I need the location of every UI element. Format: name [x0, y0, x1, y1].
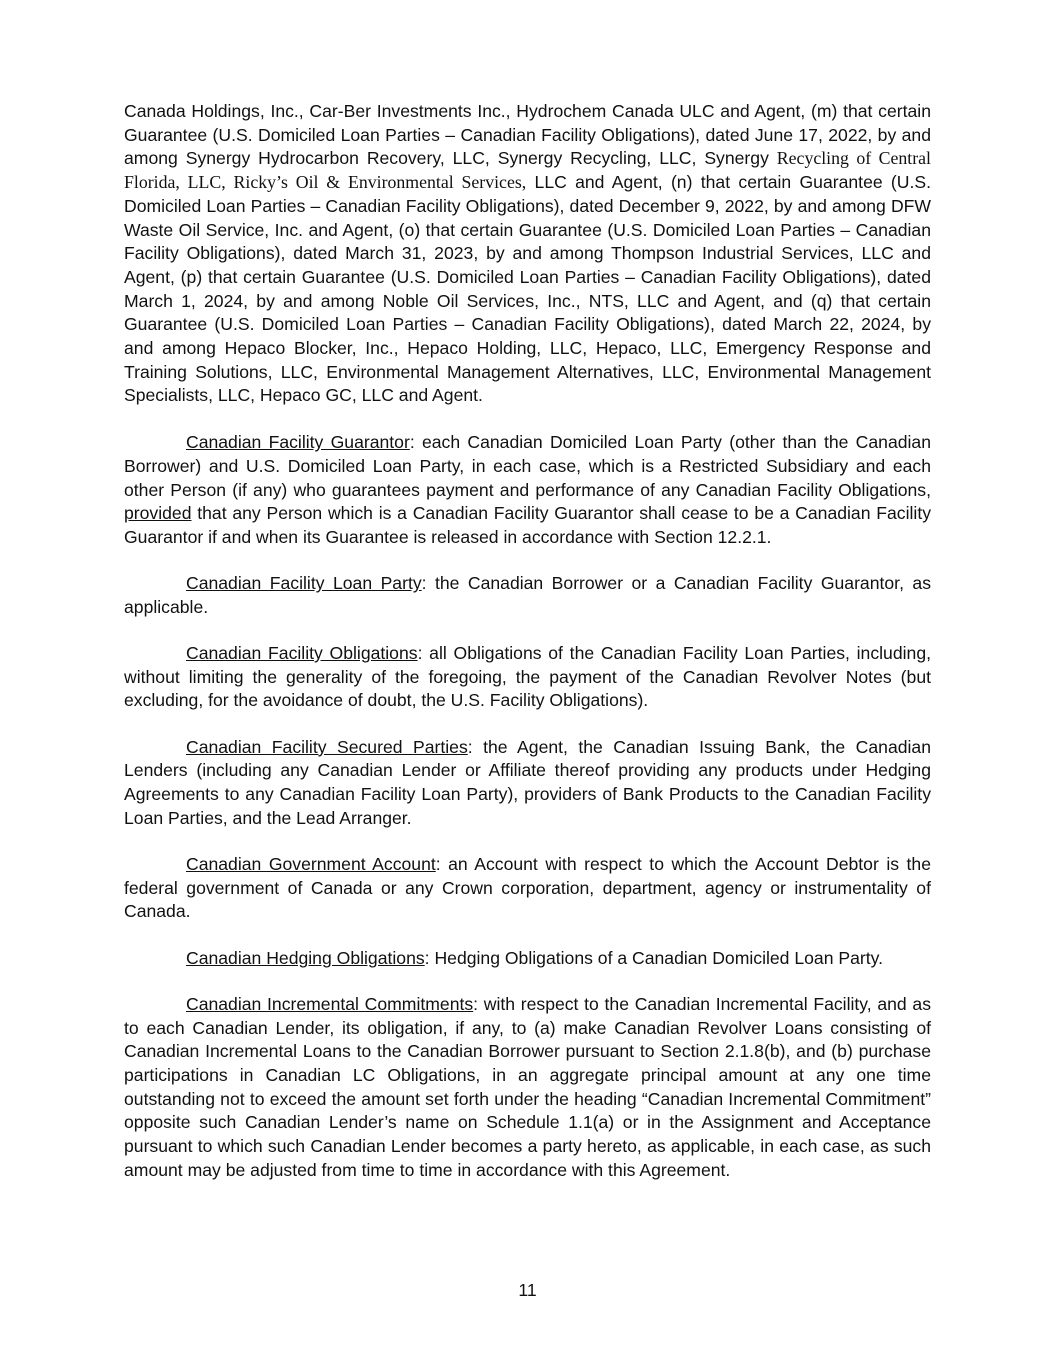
opening-paragraph — [124, 100, 931, 408]
definition-text: : with respect to the Canadian Incremental Facility, and as to each Canadian Lender, its obligation, if any, to (a) make Canadian Revolver Loans consisting of Canadian Incremental Loans to the Canadian Borrower pursuant to Section 2.1.8(b), and (b) purchase participations in Canadian LC Obligations, in an aggregate principal amount at any one time outstanding not to exceed the amount set forth under the heading “Canadian Incremental Commitment” opposite such Canadian Lender’s name on Schedule 1.1(a) or in the Assignment and Acceptance pursuant to which such Canadian Lender becomes a party hereto, as applicable, in each case, as such amount may be adjusted from time to time in accordance with this Agreement. — [124, 993, 932, 1180]
defined-term: Canadian Facility Obligations — [186, 643, 418, 664]
definition-text: : the Agent, the Canadian Issuing Bank, the Canadian Lenders (including any Canadian Lender or Affiliate thereof providing any products under Hedging Agreements to any Canadian Facility Loan Party), providers of Bank Products to the Canadian Facility Loan Parties, and the Lead Arranger. — [124, 736, 931, 828]
definition-canadian-facility-guarantor — [124, 431, 931, 550]
opening-text-part2: Recycling of Central Florida, LLC, Ricky’s Oil & Environmental Services, — [124, 148, 931, 193]
defined-term: Canadian Hedging Obligations — [186, 947, 425, 968]
definition-canadian-facility-loan-party — [124, 572, 931, 619]
provided-underlined: provided — [124, 503, 192, 524]
definition-text: : an Account with respect to which the Account Debtor is the federal government of Canada or any Crown corporation, department, agency or instrumentality of Canada. — [124, 853, 931, 922]
defined-term: Canadian Facility Loan Party — [186, 573, 422, 594]
definition-canadian-government-account — [124, 853, 931, 924]
definition-text: : the Canadian Borrower or a Canadian Facility Guarantor, as applicable. — [124, 573, 931, 617]
definition-canadian-hedging-obligations — [124, 947, 931, 971]
definition-text: : all Obligations of the Canadian Facility Loan Parties, including, without limiting the generality of the foregoing, the payment of the Canadian Revolver Notes (but excluding, for the avoidance of doubt, the U.S. Facility Obligations). — [124, 643, 931, 711]
definition-text-continued: that any Person which is a Canadian Facility Guarantor shall cease to be a Canadian Facility Guarantor if and when its Guarantee is released in accordance with Section 12.2.1. — [124, 503, 931, 547]
page-number: 11 — [518, 1280, 537, 1300]
definition-canadian-facility-secured-parties — [124, 736, 931, 831]
document-page — [124, 100, 931, 1205]
defined-term: Canadian Incremental Commitments — [186, 993, 474, 1014]
defined-term: Canadian Government Account — [186, 853, 436, 874]
definition-canadian-incremental-commitments — [124, 993, 931, 1183]
definition-text: : Hedging Obligations of a Canadian Domiciled Loan Party. — [424, 947, 884, 968]
defined-term: Canadian Facility Secured Parties — [186, 736, 468, 757]
defined-term: Canadian Facility Guarantor — [186, 432, 410, 453]
definition-text: : each Canadian Domiciled Loan Party (other than the Canadian Borrower) and U.S. Domiciled Loan Party, in each case, which is a Restricted Subsidiary and each other Person (if any) who guarantees payment and performance of any Canadian Facility Obligations, — [124, 432, 931, 500]
opening-text-part1: Canada Holdings, Inc., Car-Ber Investments Inc., Hydrochem Canada ULC and Agent, (m) that certain Guarantee (U.S. Domiciled Loan Parties – Canadian Facility Obligations), dated June 17, 2022, by and among Synergy Hydrocarbon Recovery, LLC, Synergy Recycling, LLC, Synergy — [124, 101, 931, 169]
definition-canadian-facility-obligations — [124, 642, 931, 713]
opening-text-part3: LLC and Agent, (n) that certain Guarantee (U.S. Domiciled Loan Parties – Canadian Facility Obligations), dated December 9, 2022, by and among DFW Waste Oil Service, Inc. and Agent, (o) that certain Guarantee (U.S. Domiciled Loan Parties – Canadian Facility Obligations), dated March 31, 2023, by and among Thompson Industrial Services, LLC and Agent, (p) that certain Guarantee (U.S. Domiciled Loan Parties – Canadian Facility Obligations), dated March 1, 2024, by and among Noble Oil Services, Inc., NTS, LLC and Agent, and (q) that certain Guarantee (U.S. Domiciled Loan Parties – Canadian Facility Obligations), dated March 22, 2024, by and among Hepaco Blocker, Inc., Hepaco Holding, LLC, Hepaco, LLC, Emergency Response and Training Solutions, LLC, Environmental Management Alternatives, LLC, Environmental Management Specialists, LLC, Hepaco GC, LLC and Agent. — [124, 172, 932, 406]
